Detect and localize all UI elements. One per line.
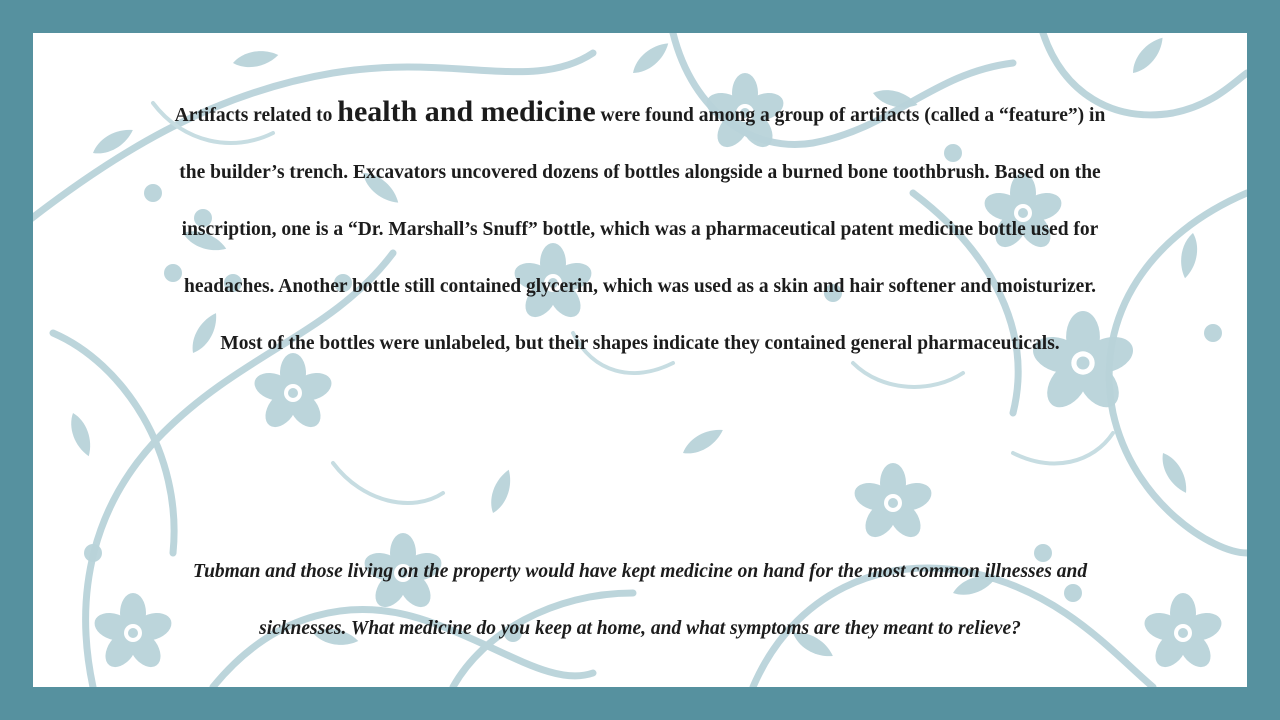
text-content: [33, 33, 1247, 687]
slide: [33, 33, 1247, 687]
body-prefix: Artifacts related to: [174, 105, 338, 126]
question-paragraph: Tubman and those living on the property would have kept medicine on hand for the most common illnesses and sicknesses. What medicine do you keep at home, and what symptoms are they meant to relieve?: [192, 561, 1088, 639]
body-rest: were found among a group of artifacts (called a “feature”) in the builder’s trench. Excavators uncovered dozens of bottles alongside a burned bone toothbrush. Based on the inscription, one is a “Dr. Marshall’s Snuff” bottle, which was a pharmaceutical patent medicine bottle used for headaches. Another bottle still contained glycerin, which was used as a skin and hair softener and moisturizer. Most of the bottles were unlabeled, but their shapes indicate they contained general pharmaceuticals.: [179, 105, 1106, 354]
body-paragraph: [163, 83, 1117, 372]
body-emphasis: health and medicine: [337, 95, 596, 128]
